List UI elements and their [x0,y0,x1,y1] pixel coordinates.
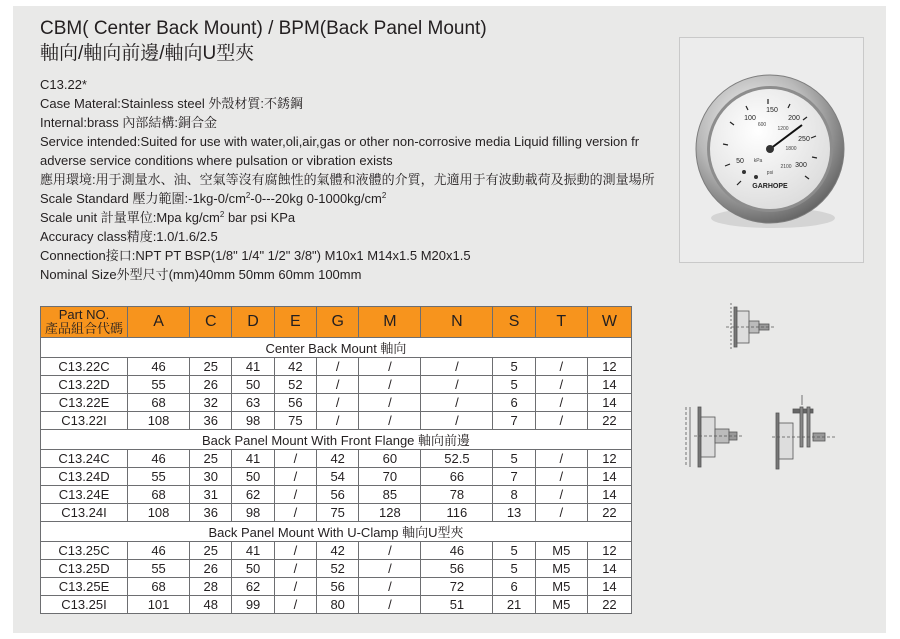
dimension-cell: / [359,358,421,376]
dimension-cell: 46 [128,358,190,376]
dimension-cell: / [535,412,587,430]
column-header: W [587,307,631,338]
dimension-cell: 31 [190,486,232,504]
gauge-photo [679,37,864,263]
dimension-cell: 70 [359,468,421,486]
outer-scale-label: 150 [766,107,778,114]
page-title: CBM( Center Back Mount) / BPM(Back Panel Mount) [40,18,487,39]
unit-label-kpa: kPa [753,158,763,164]
drawing-center-back-mount [726,303,776,351]
dimension-cell: / [421,376,493,394]
table-row [41,412,632,430]
dimension-cell: 14 [587,376,631,394]
dimension-cell: 78 [421,486,493,504]
dimension-cell: 75 [274,412,316,430]
inner-scale-label: 2100 [780,164,792,170]
dimension-cell: 42 [274,358,316,376]
table-row [41,450,632,468]
dimension-cell: 7 [493,468,535,486]
unit-label-psi: psi [766,170,774,176]
outer-scale-label: 50 [736,158,744,165]
table-row [41,504,632,522]
spec-internal: Internal:brass 內部結構:銅合金 [40,115,217,130]
column-header: E [274,307,316,338]
dimension-cell: 99 [232,596,274,614]
dimension-cell: / [317,358,359,376]
dimension-cell: / [274,504,316,522]
dimension-cell: / [359,376,421,394]
dimension-cell: 41 [232,358,274,376]
page-subtitle: 軸向/軸向前邊/軸向U型夾 [40,43,255,64]
dimension-cell: 41 [232,542,274,560]
spec-accuracy: Accuracy class精度:1.0/1.6/2.5 [40,229,218,244]
dimension-cell: 62 [232,486,274,504]
dimension-cell: 55 [128,468,190,486]
dimension-cell: / [359,596,421,614]
dimension-cell: / [535,450,587,468]
dimension-cell: 25 [190,542,232,560]
column-header: G [317,307,359,338]
dimension-cell: / [359,394,421,412]
dimension-cell: 12 [587,358,631,376]
spec-scale-standard-text-a: Scale Standard 壓力範圍:-1kg-0/cm [40,191,246,206]
dimension-cell: 55 [128,560,190,578]
table-row [41,376,632,394]
pressure-gauge-image [680,38,863,262]
dimension-cell: 63 [232,394,274,412]
dimension-cell: / [359,578,421,596]
spec-nominal-size: Nominal Size外型尺寸(mm)40mm 50mm 60mm 100mm [40,267,362,282]
dimension-cell: 7 [493,412,535,430]
dimension-cell: 5 [493,358,535,376]
dimension-cell: 36 [190,504,232,522]
dimension-cell: 12 [587,450,631,468]
dimension-cell: 42 [317,450,359,468]
part-number-cell: C13.25E [41,578,128,596]
dimension-cell: 32 [190,394,232,412]
table-row [41,560,632,578]
dimension-cell: 6 [493,394,535,412]
dimension-cell: 48 [190,596,232,614]
drawing-front-flange [686,407,742,467]
part-no-label: Part NO. [58,307,110,322]
dimension-cell: 75 [317,504,359,522]
dimension-cell: 51 [421,596,493,614]
dimension-cell: 26 [190,376,232,394]
table-row [41,394,632,412]
dimension-cell: 46 [421,542,493,560]
dimension-cell: 116 [421,504,493,522]
dimension-cell: 36 [190,412,232,430]
superscript-2: 2 [381,191,387,200]
dimension-cell: / [274,542,316,560]
table-row [41,358,632,376]
spec-scale-standard-text-b: -0---20kg 0-1000kg/cm [250,191,382,206]
dimension-cell: / [274,560,316,578]
part-dimension-table [40,306,632,614]
spec-connection: Connection接口:NPT PT BSP(1/8" 1/4" 1/2" 3/8") M10x1 M14x1.5 M20x1.5 [40,248,471,263]
spec-scale-standard [40,189,660,208]
dimension-cell: M5 [535,542,587,560]
dimension-cell: 54 [317,468,359,486]
dimension-cell: 128 [359,504,421,522]
column-header: C [190,307,232,338]
dimension-cell: 12 [587,542,631,560]
dimension-cell: 72 [421,578,493,596]
spec-model: C13.22* [40,77,87,92]
dimension-cell: / [421,412,493,430]
dimension-cell: / [274,596,316,614]
inner-scale-label: 1800 [785,146,797,152]
dimension-cell: 108 [128,504,190,522]
dimension-cell: 56 [274,394,316,412]
table-section-row [41,338,632,358]
dimension-cell: / [317,376,359,394]
dimension-cell: 14 [587,394,631,412]
column-header: A [128,307,190,338]
dimension-cell: 52 [274,376,316,394]
dimension-cell: 52.5 [421,450,493,468]
dimension-cell: 55 [128,376,190,394]
dimension-cell: 68 [128,394,190,412]
dimension-cell: 56 [421,560,493,578]
dimension-cell: / [421,358,493,376]
dimension-cell: 22 [587,504,631,522]
inner-scale-label: 600 [757,122,767,128]
superscript-2: 2 [245,191,251,200]
dimension-cell: 50 [232,560,274,578]
dimension-cell: / [359,412,421,430]
dimension-cell: 14 [587,486,631,504]
dimension-cell: / [421,394,493,412]
table-row [41,542,632,560]
column-header: D [232,307,274,338]
table-row [41,596,632,614]
dimension-cell: 22 [587,412,631,430]
part-number-cell: C13.24D [41,468,128,486]
drawing-u-clamp [772,395,836,469]
dimension-cell: 14 [587,468,631,486]
dimension-cell: 6 [493,578,535,596]
dimension-cell: 25 [190,450,232,468]
dimension-cell: 28 [190,578,232,596]
table-header-row [41,307,632,338]
outer-scale-label: 300 [795,162,807,169]
spec-scale-unit [40,208,660,227]
superscript-2: 2 [219,210,225,219]
dimension-cell: / [535,468,587,486]
dimension-cell: 42 [317,542,359,560]
table-section-row [41,430,632,450]
dimension-cell: / [359,542,421,560]
part-number-cell: C13.25D [41,560,128,578]
dimension-cell: 62 [232,578,274,596]
dimension-cell: / [317,394,359,412]
column-header: M [359,307,421,338]
table-section-row [41,522,632,542]
dimension-cell: 25 [190,358,232,376]
part-number-cell: C13.24C [41,450,128,468]
dimension-cell: 5 [493,560,535,578]
dimension-cell: 30 [190,468,232,486]
dimension-cell: M5 [535,596,587,614]
dimension-cell: 8 [493,486,535,504]
column-header: N [421,307,493,338]
part-number-cell: C13.22C [41,358,128,376]
dimension-cell: 50 [232,376,274,394]
column-header-part-no [41,307,128,338]
section-title: Back Panel Mount With U-Clamp 軸向U型夾 [41,522,632,542]
dimension-cell: 52 [317,560,359,578]
spec-scale-unit-text-b: bar psi KPa [224,210,296,225]
dimension-cell: 14 [587,560,631,578]
dimension-cell: 5 [493,450,535,468]
dimension-cell: 5 [493,542,535,560]
dimension-cell: / [535,376,587,394]
spec-application-cn: 應用環境:用于測量水、油、空氣等沒有腐蝕性的氣體和液體的介質，尤適用于有波動載荷及振動的測量場所 [40,172,655,187]
gauge-brand-label: GARHOPE [752,183,788,190]
spec-list [40,75,660,284]
section-title: Back Panel Mount With Front Flange 軸向前邊 [41,430,632,450]
dimension-cell: 101 [128,596,190,614]
dimension-cell: / [535,486,587,504]
column-header: S [493,307,535,338]
section-title: Center Back Mount 軸向 [41,338,632,358]
dimension-cell: 14 [587,578,631,596]
part-number-cell: C13.22E [41,394,128,412]
dimension-cell: 41 [232,450,274,468]
dimension-cell: / [274,578,316,596]
dimension-cell: M5 [535,578,587,596]
dimension-cell: 5 [493,376,535,394]
dimension-cell: / [535,394,587,412]
dimension-cell: / [359,560,421,578]
dimension-cell: 108 [128,412,190,430]
spec-case-material: Case Materal:Stainless steel 外殼材質:不銹鋼 [40,96,303,111]
dimension-cell: 56 [317,486,359,504]
dimension-cell: 60 [359,450,421,468]
dimension-cell: / [535,358,587,376]
dimension-cell: 98 [232,412,274,430]
part-number-cell: C13.22I [41,412,128,430]
dimension-cell: 80 [317,596,359,614]
spec-service-intended: Service intended:Suited for use with water,oli,air,gas or other non-corrosive media Liquid filling version fr adverse service conditions where pulsation or vibration exists [40,134,640,168]
dimension-cell: 85 [359,486,421,504]
part-number-cell: C13.25C [41,542,128,560]
dimension-cell: 21 [493,596,535,614]
dimension-cell: 13 [493,504,535,522]
dimension-cell: / [274,486,316,504]
dimension-cell: 46 [128,450,190,468]
outer-scale-label: 200 [788,115,800,122]
part-number-cell: C13.24E [41,486,128,504]
part-number-cell: C13.22D [41,376,128,394]
dimension-cell: / [317,412,359,430]
outer-scale-label: 100 [744,115,756,122]
dimension-cell: / [274,450,316,468]
table-row [41,468,632,486]
dimension-cell: 66 [421,468,493,486]
dimension-cell: 56 [317,578,359,596]
outer-scale-label: 250 [798,136,810,143]
inner-scale-label: 1200 [777,126,789,132]
dimension-cell: M5 [535,560,587,578]
dimension-cell: 68 [128,578,190,596]
part-no-label-cn: 產品組合代碼 [44,321,123,336]
dimension-cell: 50 [232,468,274,486]
part-number-cell: C13.25I [41,596,128,614]
part-number-cell: C13.24I [41,504,128,522]
dimension-cell: 68 [128,486,190,504]
table-row [41,486,632,504]
dimension-cell: / [274,468,316,486]
technical-drawings [676,295,876,495]
dimension-cell: / [535,504,587,522]
dimension-cell: 98 [232,504,274,522]
dimension-cell: 46 [128,542,190,560]
table-row [41,578,632,596]
column-header: T [535,307,587,338]
gauge-pivot [766,145,774,153]
spec-scale-unit-text-a: Scale unit 計量單位:Mpa kg/cm [40,210,220,225]
dimension-drawings-image [676,295,876,495]
dimension-cell: 26 [190,560,232,578]
dimension-cell: 22 [587,596,631,614]
